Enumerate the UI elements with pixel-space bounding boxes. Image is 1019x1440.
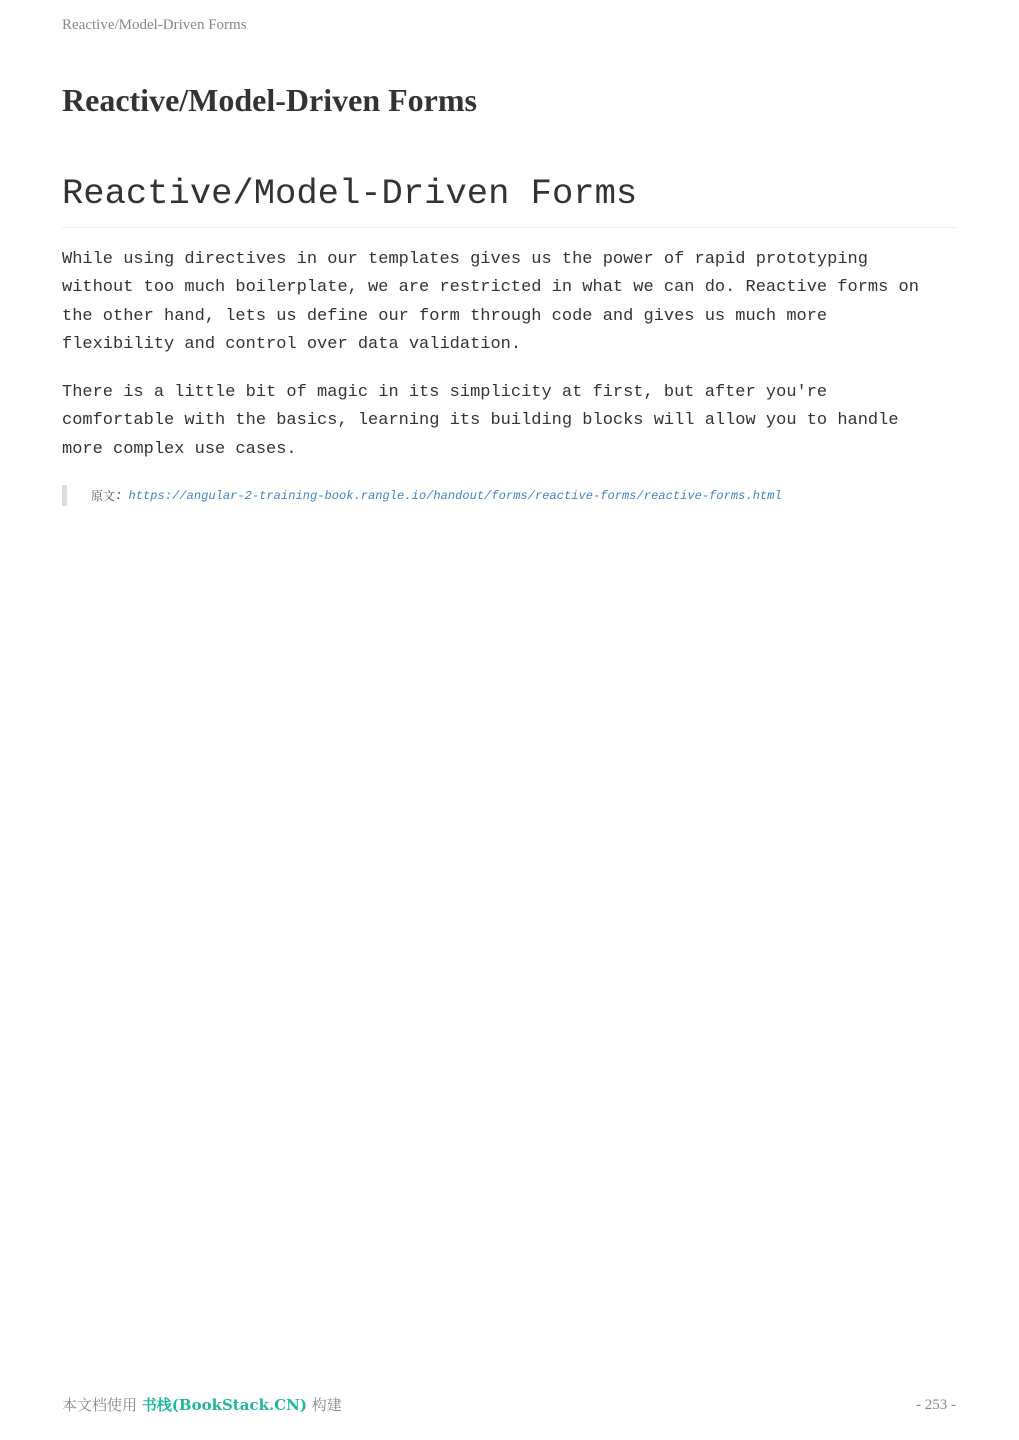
source-blockquote <box>62 485 782 506</box>
footer-credit <box>62 1396 342 1414</box>
footer-prefix: 本文档使用 <box>62 1396 138 1414</box>
source-link[interactable]: https://angular-2-training-book.rangle.io/handout/forms/reactive-forms/reactive-forms.html <box>128 488 782 503</box>
source-label: 原文 <box>91 489 116 503</box>
footer-brand-link[interactable]: 书栈(BookStack.CN) <box>141 1396 307 1414</box>
section-heading: Reactive/Model-Driven Forms <box>62 172 956 228</box>
paragraph-magic: There is a little bit of magic in its simplicity at first, but after you're comfortable with the basics, learning its building blocks will allow you to handle more complex use cases. <box>62 383 899 459</box>
source-colon: : <box>115 488 123 503</box>
page-number: - 253 - <box>916 1397 956 1413</box>
footer-suffix: 构建 <box>311 1396 342 1414</box>
running-header: Reactive/Model-Driven Forms <box>62 17 247 33</box>
page-title: Reactive/Model-Driven Forms <box>62 82 477 118</box>
paragraph-intro: While using directives in our templates gives us the power of rapid prototyping without too much boilerplate, we are restricted in what we can do. Reactive forms on the other hand, lets us define our form through code and gives us much more flexibility and control over data validation. <box>62 250 919 355</box>
